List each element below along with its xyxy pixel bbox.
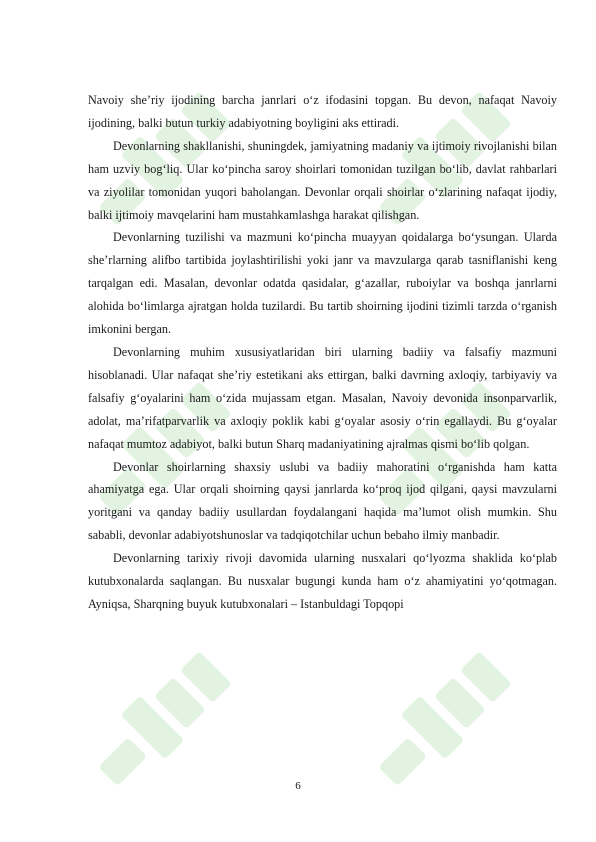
paragraph: Devonlarning tarixiy rivoji davomida ularning nusxalari qo‘lyozma shaklida ko‘plab kutubxonalarda saqlangan. Bu nusxalar bugungi kunda ham o‘z ahamiyatini yo‘qotmagan. Ayniqsa, Sharqning buyuk kutubxonalari – Istanbuldagi Topqopi xyxy=(88,551,557,611)
paragraph: Devonlarning muhim xususiyatlaridan biri ularning badiiy va falsafiy mazmuni hisoblanadi. Ular nafaqat she’riy estetikani aks ettirgan, balki davrning axloqiy, tarbiyaviy va falsafiy g‘oyalarini ham o‘zida mujassam etgan. Masalan, Navoiy devonida insonparvarlik, adolat, ma’rifatparvarlik va axloqiy poklik kabi g‘oyalar asosiy o‘rin egallaydi. Bu g‘oyalar nafaqat mumtoz adabiyot, balki butun Sharq madaniyatining ajralmas qismi bo‘lib qolgan. xyxy=(88,344,557,451)
paragraph: Devonlar shoirlarning shaxsiy uslubi va badiiy mahoratini o‘rganishda ham katta ahamiyatga ega. Ular orqali shoirning qaysi janrlarda ko‘proq ijod qilgani, qaysi mavzularni yoritgani va qanday badiiy usullardan foydalangani haqida ma’lumot olish mumkin. Shu sababli, devonlar adabiyotshunoslar va tadqiqotchilar uchun bebaho ilmiy manbadir. xyxy=(88,459,557,543)
paragraph: Devonlarning shakllanishi, shuningdek, jamiyatning madaniy va ijtimoiy rivojlanishi bilan ham uzviy bog‘liq. Ular ko‘pincha saroy shoirlari tomonidan tuzilgan bo‘lib, davlat rahbarlari va ziyolilar tomonidan yuqori baholangan. Devonlar orqali shoirlar o‘zlarining nafaqat ijodiy, balki ijtimoiy mavqelarini ham mustahkamlashga harakat qilishgan. xyxy=(88,138,557,222)
paragraph-continued: Navoiy she’riy ijodining barcha janrlari o‘z ifodasini topgan. Bu devon, nafaqat Navoiy ijodining, balki butun turkiy adabiyotning boyligini aks ettiradi. xyxy=(88,93,557,130)
page-number: 6 xyxy=(295,780,301,792)
document-body xyxy=(88,89,557,616)
paragraph: Devonlarning tuzilishi va mazmuni ko‘pincha muayyan qoidalarga bo‘ysungan. Ularda she’rlarning alifbo tartibida joylashtirilishi yoki janr va mavzularga qarab tasniflanishi keng tarqalgan edi. Masalan, devonlar odatda qasidalar, g‘azallar, ruboiylar va boshqa janrlarni alohida bo‘limlarga ajratgan holda tuzilardi. Bu tartib shoirning ijodini tizimli tarzda o‘rganish imkonini bergan. xyxy=(88,230,557,337)
